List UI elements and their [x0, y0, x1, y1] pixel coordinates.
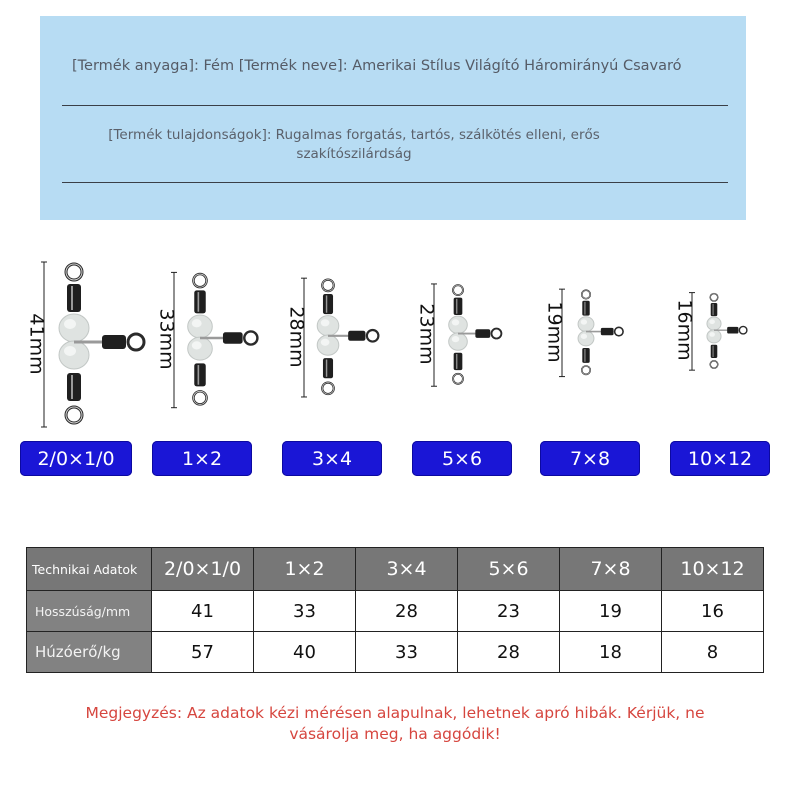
table-cell: 23 [458, 591, 560, 632]
size-badge: 10×12 [670, 441, 770, 476]
length-label: 23mm [415, 303, 438, 365]
size-badge: 2/0×1/0 [20, 441, 132, 476]
table-header-size: 1×2 [254, 548, 356, 591]
product-info-box [40, 16, 746, 220]
table-header-size: 5×6 [458, 548, 560, 591]
length-label: 41mm [25, 312, 48, 375]
table-cell: 41 [152, 591, 254, 632]
size-badge: 3×4 [282, 441, 382, 476]
size-badge: 5×6 [412, 441, 512, 476]
disclaimer-note: Megjegyzés: Az adatok kézi mérésen alapulnak, lehetnek apró hibák. Kérjük, ne vásárolja meg, ha aggódik! [85, 704, 705, 743]
table-cell: 19 [560, 591, 662, 632]
length-label: 19mm [543, 301, 566, 363]
length-label: 28mm [285, 305, 308, 368]
table-header-label: Technikai Adatok [27, 548, 152, 591]
table-cell: 28 [458, 632, 560, 673]
swivel-item [540, 250, 655, 430]
product-material-name: [Termék anyaga]: Fém [Termék neve]: Amerikai Stílus Világító Háromirányú Csavaró [72, 58, 682, 74]
swivel-item [22, 250, 137, 430]
swivel-item [152, 250, 267, 430]
table-header-row [27, 548, 764, 591]
divider [62, 182, 728, 183]
table-header-size: 7×8 [560, 548, 662, 591]
row-label-length: Hosszúság/mm [27, 591, 152, 632]
divider [62, 105, 728, 106]
table-cell: 40 [254, 632, 356, 673]
table-header-size: 10×12 [662, 548, 764, 591]
spec-table [26, 547, 764, 673]
table-row [27, 591, 764, 632]
table-row [27, 632, 764, 673]
swivel-item [412, 250, 527, 430]
table-cell: 18 [560, 632, 662, 673]
size-badge: 1×2 [152, 441, 252, 476]
length-label: 16mm [673, 299, 696, 361]
swivel-item [670, 250, 785, 430]
table-header-size: 2/0×1/0 [152, 548, 254, 591]
table-cell: 28 [356, 591, 458, 632]
table-cell: 8 [662, 632, 764, 673]
table-cell: 16 [662, 591, 764, 632]
swivel-item [282, 250, 397, 430]
product-properties: [Termék tulajdonságok]: Rugalmas forgatás, tartós, szálkötés elleni, erős szakítószilárdság [108, 127, 600, 162]
table-cell: 33 [254, 591, 356, 632]
table-header-size: 3×4 [356, 548, 458, 591]
table-cell: 33 [356, 632, 458, 673]
table-cell: 57 [152, 632, 254, 673]
length-label: 33mm [155, 308, 178, 370]
row-label-strength: Húzóerő/kg [27, 632, 152, 673]
size-badge: 7×8 [540, 441, 640, 476]
